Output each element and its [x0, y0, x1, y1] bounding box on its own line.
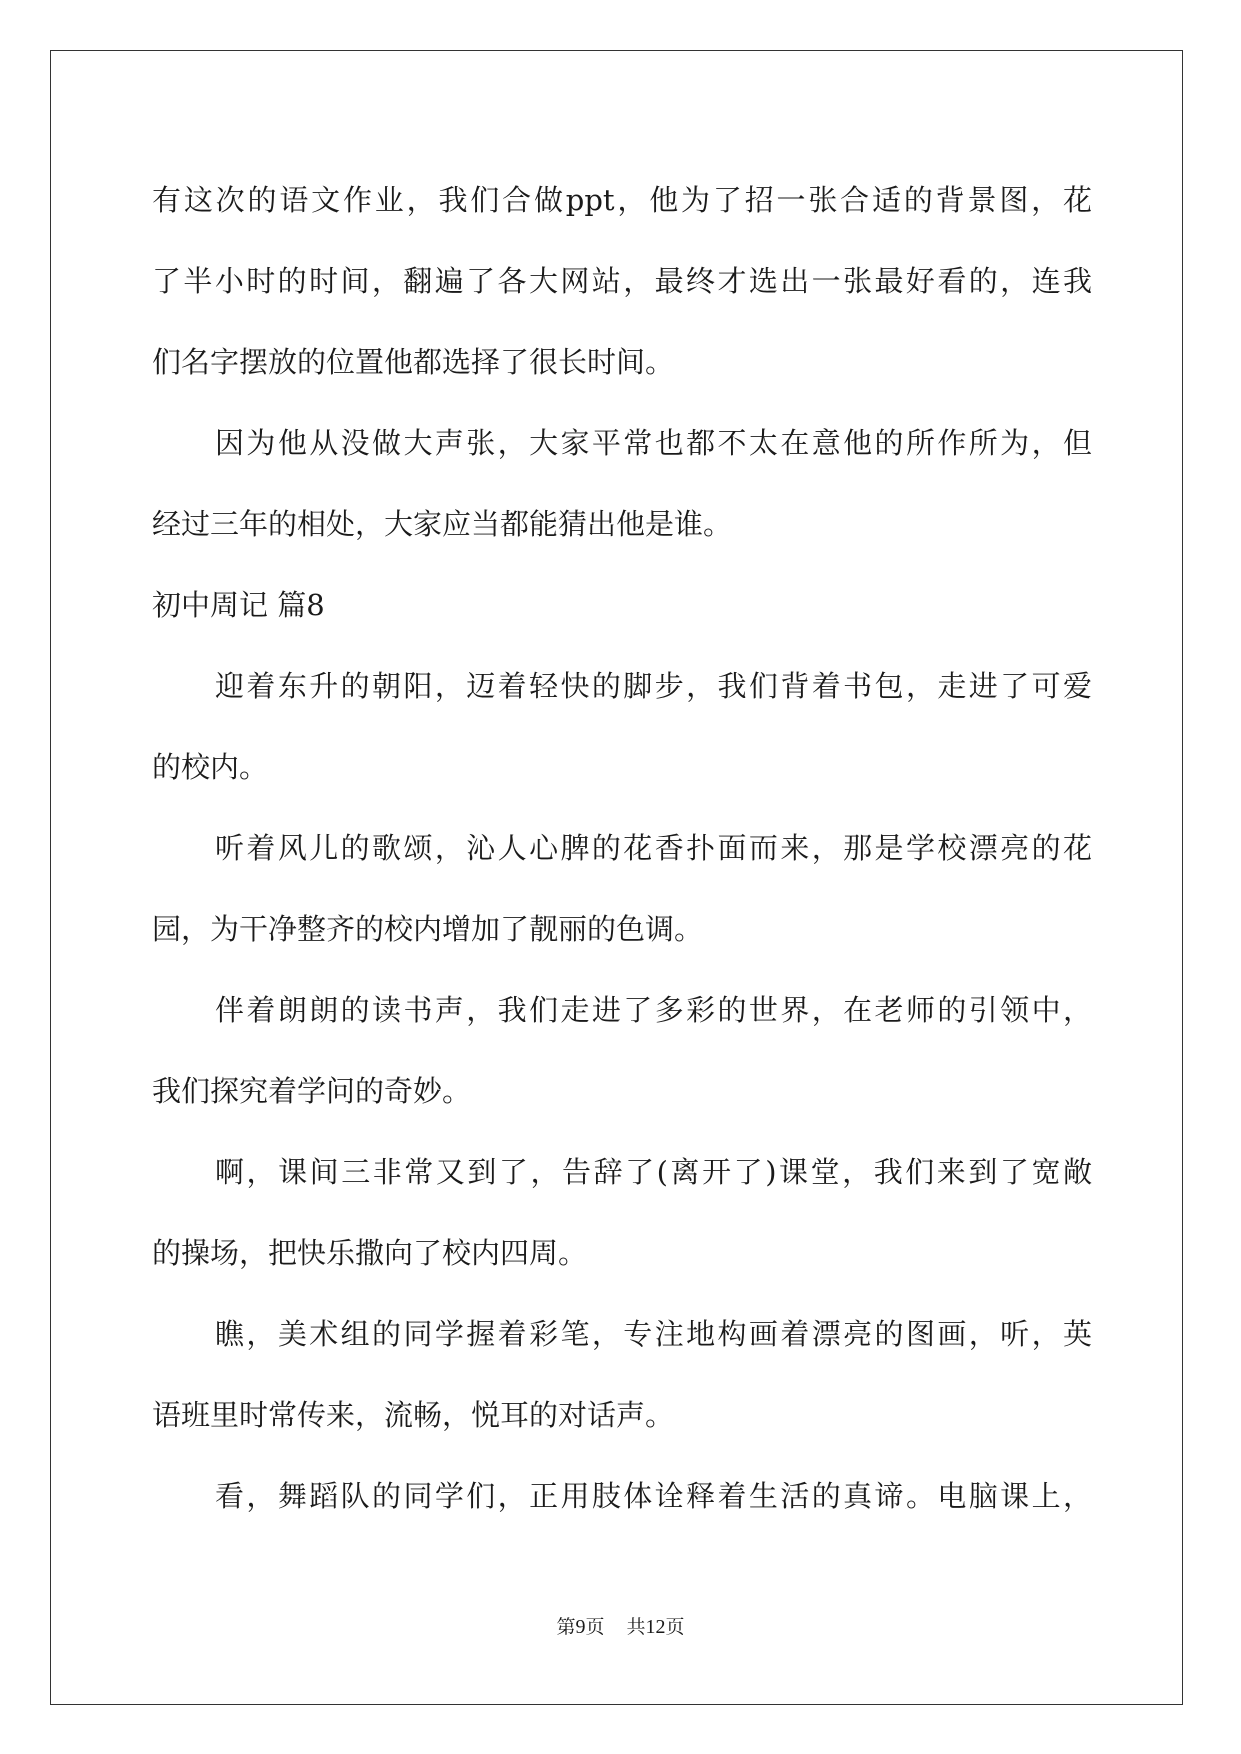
- text-line: 啊，课间三非常又到了，告辞了(离开了)课堂，我们来到了宽敞: [215, 1155, 1092, 1189]
- text-line: 们名字摆放的位置他都选择了很长时间。: [152, 345, 675, 379]
- text-line: 因为他从没做大声张，大家平常也都不太在意他的所作所为，但: [215, 426, 1092, 460]
- text-line: 了半小时的时间，翻遍了各大网站，最终才选出一张最好看的，连我: [152, 264, 1092, 298]
- paragraph: [152, 1456, 1092, 1537]
- total-page-count: 12: [645, 1616, 666, 1638]
- text-line: 我们探究着学问的奇妙。: [152, 1074, 472, 1108]
- page-prefix: 第: [556, 1616, 576, 1638]
- text-line: 的校内。: [152, 750, 269, 784]
- paragraph: [152, 1294, 1092, 1456]
- text-line: 语班里时常传来，流畅，悦耳的对话声。: [152, 1398, 675, 1432]
- total-suffix: 页: [665, 1616, 685, 1638]
- paragraph: [152, 646, 1092, 808]
- text-line: 伴着朗朗的读书声，我们走进了多彩的世界，在老师的引领中，: [215, 993, 1092, 1027]
- text-line: 有这次的语文作业，我们合做ppt，他为了招一张合适的背景图，花: [152, 183, 1092, 217]
- text-line: 的操场，把快乐撒向了校内四周。: [152, 1236, 588, 1270]
- paragraph: [152, 160, 1092, 403]
- paragraph: [152, 808, 1092, 970]
- text-line: 看，舞蹈队的同学们，正用肢体诠释着生活的真谛。电脑课上，: [215, 1479, 1092, 1513]
- text-line: 听着风儿的歌颂，沁人心脾的花香扑面而来，那是学校漂亮的花: [215, 831, 1092, 865]
- paragraph: [152, 1132, 1092, 1294]
- paragraph: [152, 403, 1092, 565]
- section-heading: [152, 565, 1092, 646]
- total-prefix: 共: [626, 1616, 646, 1638]
- heading-text: 初中周记 篇8: [152, 588, 325, 622]
- document-body: [152, 160, 1092, 1537]
- page-footer: [0, 1615, 1241, 1639]
- text-line: 园，为干净整齐的校内增加了靓丽的色调。: [152, 912, 704, 946]
- paragraph: [152, 970, 1092, 1132]
- text-line: 瞧，美术组的同学握着彩笔，专注地构画着漂亮的图画，听，英: [215, 1317, 1092, 1351]
- current-page-number: 9: [575, 1616, 586, 1638]
- text-line: 迎着东升的朝阳，迈着轻快的脚步，我们背着书包，走进了可爱: [215, 669, 1092, 703]
- text-line: 经过三年的相处，大家应当都能猜出他是谁。: [152, 507, 733, 541]
- page-suffix: 页: [585, 1616, 605, 1638]
